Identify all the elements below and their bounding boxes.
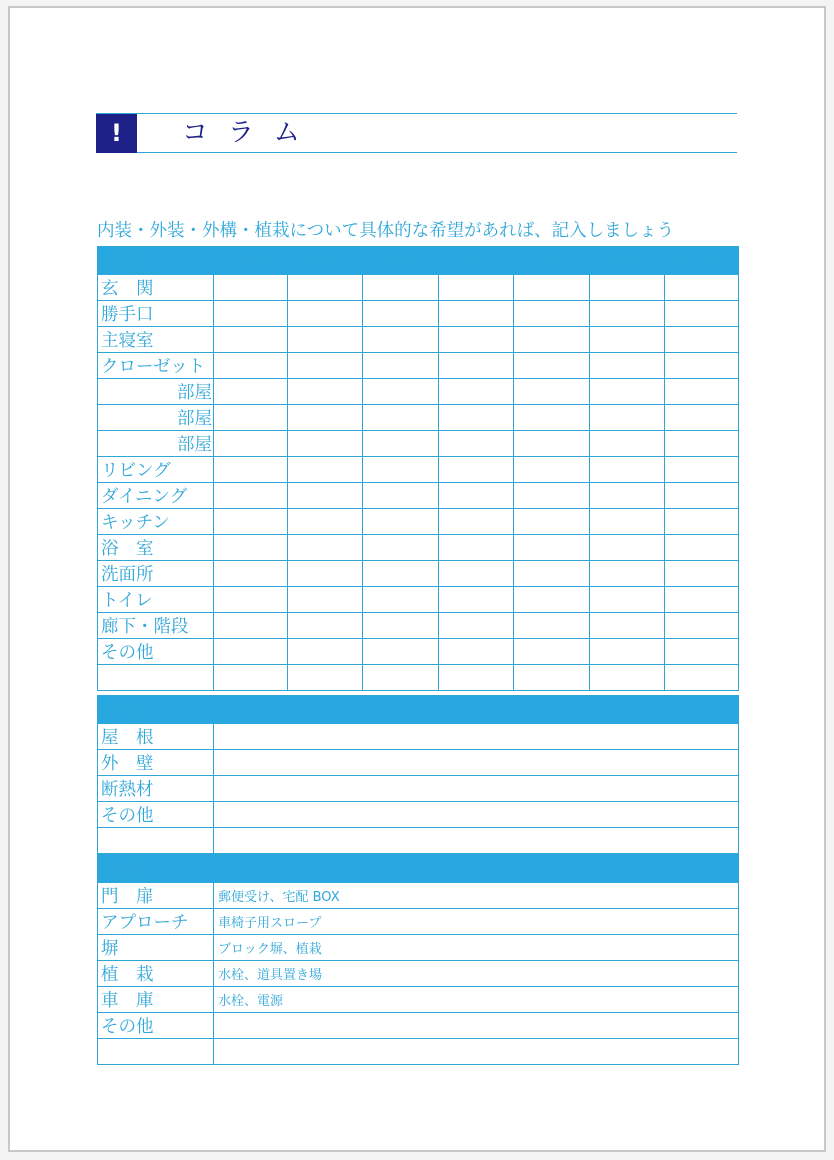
entry-cell[interactable] (439, 457, 514, 483)
table-row (98, 457, 739, 483)
entry-cell[interactable] (363, 535, 439, 561)
entry-cell[interactable] (590, 639, 665, 665)
entry-cell[interactable] (288, 379, 363, 405)
entry-cell[interactable] (363, 613, 439, 639)
entry-cell[interactable] (665, 639, 739, 665)
entry-cell[interactable] (363, 509, 439, 535)
entry-cell[interactable] (665, 275, 739, 301)
row-label: 部屋 (98, 379, 214, 405)
table-row (98, 828, 739, 854)
entry-cell[interactable] (214, 776, 739, 802)
entry-cell[interactable] (439, 665, 514, 691)
entry-cell[interactable] (214, 535, 288, 561)
entry-cell[interactable] (514, 639, 590, 665)
entry-cell[interactable] (665, 613, 739, 639)
entry-cell[interactable] (214, 802, 739, 828)
instruction-text: 内装・外装・外構・植栽について具体的な希望があれば、記入しましょう (97, 221, 675, 241)
table-row (98, 909, 739, 935)
entry-cell[interactable] (214, 587, 288, 613)
entry-cell[interactable] (665, 457, 739, 483)
entry-cell[interactable] (439, 483, 514, 509)
entry-cell[interactable] (363, 483, 439, 509)
entry-cell[interactable] (288, 431, 363, 457)
landscaping-header-row (98, 855, 739, 883)
entry-cell[interactable] (288, 535, 363, 561)
table-row (98, 431, 739, 457)
table-row (98, 561, 739, 587)
row-label: 浴 室 (98, 535, 214, 561)
row-label: 廊下・階段 (98, 613, 214, 639)
row-label: 車 庫 (98, 987, 214, 1013)
entry-cell[interactable] (363, 457, 439, 483)
entry-cell[interactable] (514, 587, 590, 613)
row-label: 部屋 (98, 431, 214, 457)
table-row (98, 275, 739, 301)
row-label: 玄 関 (98, 275, 214, 301)
row-label (98, 828, 214, 854)
entry-cell[interactable] (214, 275, 288, 301)
entry-cell[interactable] (590, 301, 665, 327)
exterior-header-row (98, 696, 739, 724)
entry-cell[interactable] (214, 483, 288, 509)
entry-cell[interactable] (288, 639, 363, 665)
entry-cell[interactable] (363, 561, 439, 587)
interior-table (97, 246, 739, 691)
entry-cell[interactable] (514, 613, 590, 639)
table-row (98, 639, 739, 665)
entry-cell[interactable] (214, 405, 288, 431)
entry-cell[interactable] (363, 405, 439, 431)
table-row (98, 1013, 739, 1039)
entry-cell[interactable] (214, 828, 739, 854)
table-row (98, 379, 739, 405)
entry-cell[interactable] (363, 587, 439, 613)
entry-cell[interactable] (665, 587, 739, 613)
table-row (98, 724, 739, 750)
entry-cell[interactable] (363, 301, 439, 327)
entry-cell[interactable] (288, 301, 363, 327)
entry-cell[interactable] (214, 613, 288, 639)
entry-cell[interactable] (214, 509, 288, 535)
entry-cell[interactable] (590, 483, 665, 509)
entry-cell[interactable] (288, 405, 363, 431)
row-label: その他 (98, 1013, 214, 1039)
entry-cell[interactable] (439, 509, 514, 535)
entry-cell[interactable] (514, 535, 590, 561)
row-label: 外 壁 (98, 750, 214, 776)
table-row (98, 935, 739, 961)
row-label: 洗面所 (98, 561, 214, 587)
entry-cell[interactable] (288, 353, 363, 379)
entry-cell[interactable] (514, 665, 590, 691)
entry-cell[interactable] (590, 535, 665, 561)
entry-cell[interactable] (514, 483, 590, 509)
row-label: クローゼット (98, 353, 214, 379)
row-label: ダイニング (98, 483, 214, 509)
entry-cell[interactable] (665, 431, 739, 457)
entry-cell[interactable] (288, 561, 363, 587)
entry-cell[interactable] (214, 665, 288, 691)
entry-cell[interactable] (214, 561, 288, 587)
entry-cell[interactable] (439, 301, 514, 327)
entry-cell[interactable] (439, 431, 514, 457)
entry-cell[interactable] (665, 353, 739, 379)
entry-cell[interactable] (590, 613, 665, 639)
column-header: 照明 (590, 247, 665, 275)
entry-cell[interactable] (514, 457, 590, 483)
entry-cell[interactable] (514, 379, 590, 405)
entry-cell[interactable] (590, 561, 665, 587)
entry-cell[interactable] (439, 639, 514, 665)
heading-title: コラム (182, 118, 320, 148)
entry-cell[interactable] (214, 1039, 739, 1065)
row-label: アプローチ (98, 909, 214, 935)
entry-cell[interactable] (439, 275, 514, 301)
table-row (98, 665, 739, 691)
table-row (98, 802, 739, 828)
entry-cell[interactable] (439, 587, 514, 613)
entry-cell[interactable] (363, 639, 439, 665)
exterior-table (97, 695, 739, 854)
table-row (98, 750, 739, 776)
column-header: ドア (439, 247, 514, 275)
entry-cell[interactable] (590, 275, 665, 301)
row-label: その他 (98, 639, 214, 665)
entry-cell[interactable] (514, 301, 590, 327)
entry-cell[interactable] (214, 750, 739, 776)
entry-cell[interactable] (439, 327, 514, 353)
entry-cell[interactable] (288, 613, 363, 639)
table-row (98, 483, 739, 509)
entry-cell[interactable] (363, 327, 439, 353)
column-heading (96, 113, 737, 153)
entry-cell[interactable] (590, 509, 665, 535)
column-header: カーテン (665, 247, 739, 275)
column-header: 壁紙 (214, 247, 288, 275)
table-row (98, 353, 739, 379)
entry-cell[interactable] (288, 665, 363, 691)
row-label: 門 扉 (98, 883, 214, 909)
entry-cell[interactable] (665, 405, 739, 431)
entry-cell[interactable] (214, 353, 288, 379)
entry-cell[interactable] (214, 431, 288, 457)
column-header: 床材 (363, 247, 439, 275)
row-label: 塀 (98, 935, 214, 961)
row-label: キッチン (98, 509, 214, 535)
entry-cell[interactable] (288, 509, 363, 535)
entry-cell[interactable] (665, 509, 739, 535)
row-label: 主寝室 (98, 327, 214, 353)
entry-cell[interactable] (439, 353, 514, 379)
exclamation-icon: ! (96, 114, 137, 153)
entry-cell[interactable] (665, 665, 739, 691)
entry-cell[interactable] (665, 379, 739, 405)
table-row (98, 613, 739, 639)
landscaping-table (97, 854, 739, 1065)
entry-cell[interactable] (288, 457, 363, 483)
table-row (98, 327, 739, 353)
entry-cell[interactable]: ブロック塀、植栽 (214, 935, 739, 961)
row-label: 断熱材 (98, 776, 214, 802)
entry-cell[interactable] (363, 275, 439, 301)
entry-cell[interactable] (439, 613, 514, 639)
table-row (98, 776, 739, 802)
table-row (98, 509, 739, 535)
entry-cell[interactable] (590, 665, 665, 691)
section-title: 外構 (98, 855, 739, 883)
section-title: 内装 (98, 247, 214, 275)
entry-cell[interactable] (288, 587, 363, 613)
entry-cell[interactable] (514, 561, 590, 587)
entry-cell[interactable] (214, 457, 288, 483)
entry-cell[interactable] (514, 327, 590, 353)
entry-cell[interactable] (214, 379, 288, 405)
entry-cell[interactable] (590, 405, 665, 431)
entry-cell[interactable] (288, 483, 363, 509)
table-row (98, 1039, 739, 1065)
entry-cell[interactable] (590, 327, 665, 353)
entry-cell[interactable] (214, 724, 739, 750)
entry-cell[interactable] (439, 379, 514, 405)
entry-cell[interactable] (590, 587, 665, 613)
entry-cell[interactable] (363, 353, 439, 379)
interior-header-row (98, 247, 739, 275)
entry-cell[interactable] (665, 327, 739, 353)
entry-cell[interactable] (288, 327, 363, 353)
entry-cell[interactable]: 郵便受け、宅配 BOX (214, 883, 739, 909)
entry-cell[interactable] (514, 353, 590, 379)
entry-cell[interactable]: 車椅子用スロープ (214, 909, 739, 935)
entry-cell[interactable] (590, 379, 665, 405)
entry-cell[interactable] (363, 379, 439, 405)
row-label: 勝手口 (98, 301, 214, 327)
entry-cell[interactable] (590, 431, 665, 457)
entry-cell[interactable] (665, 535, 739, 561)
table-row (98, 535, 739, 561)
entry-cell[interactable] (363, 665, 439, 691)
table-row (98, 301, 739, 327)
row-label: 部屋 (98, 405, 214, 431)
row-label (98, 1039, 214, 1065)
entry-cell[interactable] (439, 405, 514, 431)
row-label: 植 栽 (98, 961, 214, 987)
row-label (98, 665, 214, 691)
entry-cell[interactable] (665, 301, 739, 327)
entry-cell[interactable] (439, 535, 514, 561)
entry-cell[interactable] (590, 353, 665, 379)
entry-cell[interactable] (514, 509, 590, 535)
table-row (98, 587, 739, 613)
entry-cell[interactable]: 水栓、電源 (214, 987, 739, 1013)
column-header: 天井材 (288, 247, 363, 275)
entry-cell[interactable] (214, 639, 288, 665)
entry-cell[interactable] (214, 327, 288, 353)
entry-cell[interactable] (514, 275, 590, 301)
column-header: 窓 (514, 247, 590, 275)
section-title: 外装 (98, 696, 739, 724)
table-row (98, 883, 739, 909)
row-label: リビング (98, 457, 214, 483)
entry-cell[interactable] (590, 457, 665, 483)
row-label: その他 (98, 802, 214, 828)
entry-cell[interactable] (665, 561, 739, 587)
entry-cell[interactable] (214, 1013, 739, 1039)
entry-cell[interactable] (288, 275, 363, 301)
table-row (98, 405, 739, 431)
row-label: トイレ (98, 587, 214, 613)
entry-cell[interactable] (514, 431, 590, 457)
row-label: 屋 根 (98, 724, 214, 750)
entry-cell[interactable] (363, 431, 439, 457)
table-row (98, 987, 739, 1013)
entry-cell[interactable] (665, 483, 739, 509)
entry-cell[interactable] (514, 405, 590, 431)
entry-cell[interactable] (439, 561, 514, 587)
entry-cell[interactable]: 水栓、道具置き場 (214, 961, 739, 987)
entry-cell[interactable] (214, 301, 288, 327)
table-row (98, 961, 739, 987)
